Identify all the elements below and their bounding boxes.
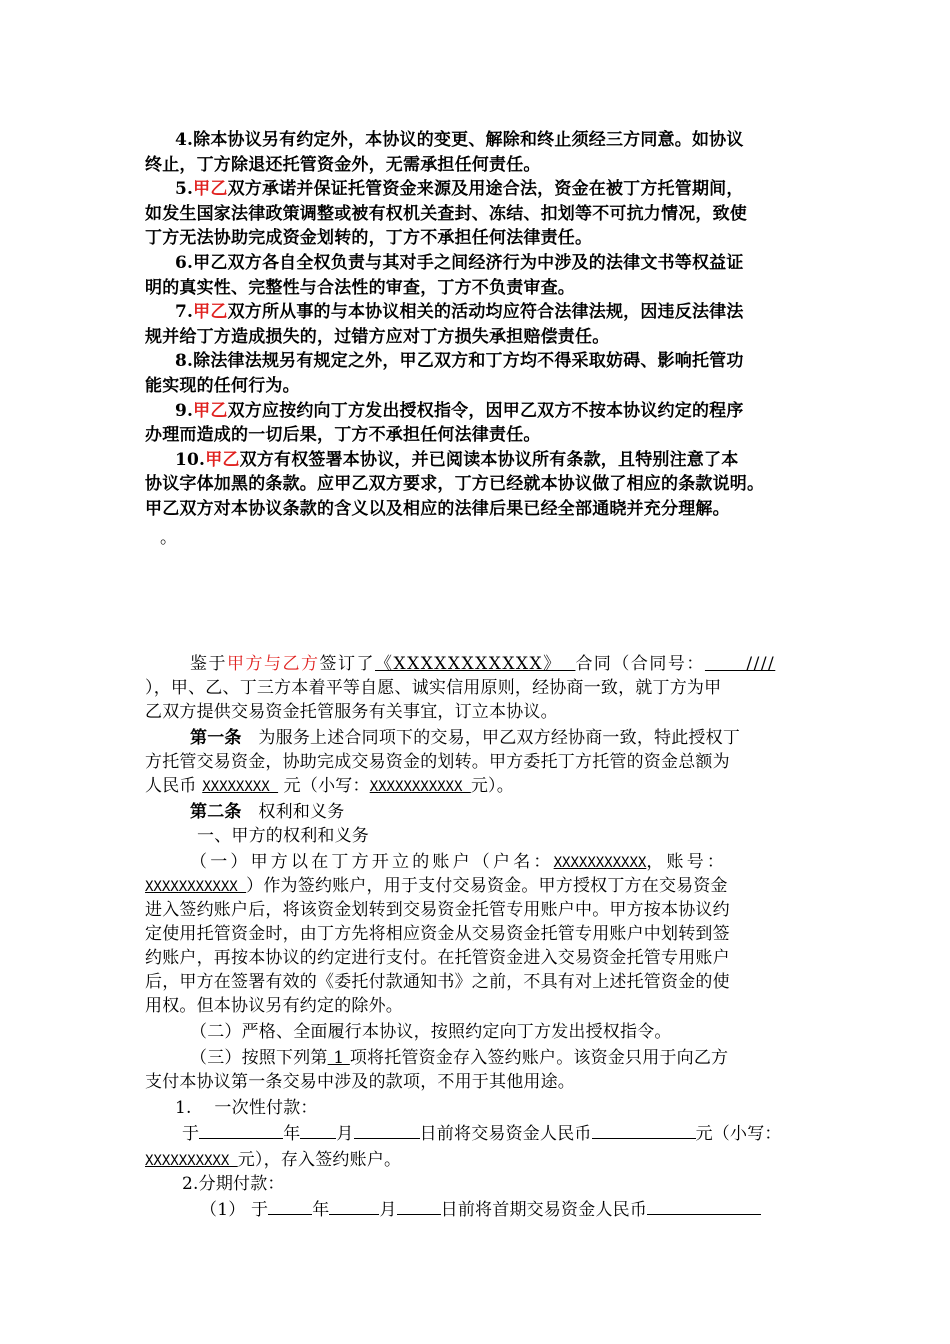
section-1-heading: 一、甲方的权利和义务 xyxy=(197,826,369,846)
clause-7-line-1 xyxy=(175,300,744,324)
clause-text: 4.除本协议另有约定外，本协议的变更、解除和终止须经三方同意。如协议 xyxy=(175,130,744,150)
clause-text: 7. xyxy=(175,302,194,323)
amount-field: XXXXXXXX xyxy=(202,779,279,795)
clause-text: 双方所从事的与本协议相关的活动均应符合法律法规，因违反法律法 xyxy=(227,302,744,323)
article2-subtitle: 权利和义务 xyxy=(258,802,345,822)
month-blank xyxy=(329,1198,379,1215)
clause-9-line-2 xyxy=(145,423,541,447)
contract-number-field: //// xyxy=(704,654,776,674)
parties-red-text: 甲乙 xyxy=(193,302,228,323)
amount-blank xyxy=(592,1122,696,1139)
preamble-text: 合同（合同号： xyxy=(575,654,705,674)
clause-5-line-3 xyxy=(145,226,592,250)
pay1-text: 元），存入签约账户。 xyxy=(237,1150,402,1170)
preamble-line-3: 乙双方提供交易资金托管服务有关事宜，订立本协议。 xyxy=(145,702,558,722)
article1-text: 元）。 xyxy=(470,776,514,796)
item1-text: ）作为签约账户，用于支付交易资金。甲方授权丁方在交易资金 xyxy=(246,876,728,896)
item3-line-1 xyxy=(190,1046,728,1070)
pay1-line-2 xyxy=(145,1148,401,1173)
pay2-line-1 xyxy=(200,1198,761,1222)
preamble-line-1 xyxy=(190,652,775,676)
pay1-text: 月 xyxy=(336,1124,354,1144)
pay2-text: 日前将首期交易资金人民币 xyxy=(440,1200,648,1220)
clause-text: 办理而造成的一切后果，丁方不承担任何法律责任。 xyxy=(145,425,541,446)
account-number-field: XXXXXXXXXXX xyxy=(145,879,247,895)
item1-line-7: 用权。但本协议另有约定的除外。 xyxy=(145,996,403,1016)
preamble-text: 签订了 xyxy=(319,654,375,674)
preamble-text: 鉴于 xyxy=(190,654,227,674)
parties-red-text: 甲乙 xyxy=(193,179,228,200)
clause-5-line-2 xyxy=(145,202,747,226)
article1-text: 人民币 xyxy=(145,776,203,796)
clause-text: 终止，丁方除退还托管资金外，无需承担任何责任。 xyxy=(145,154,541,175)
clause-text: 规并给丁方造成损失的，过错方应对丁方损失承担赔偿责任。 xyxy=(145,326,610,347)
amount-small-field: XXXXXXXXXXX xyxy=(369,779,471,795)
month-blank xyxy=(300,1122,336,1139)
clause-7-line-2 xyxy=(145,325,609,349)
item1-line-4: 定使用托管资金时，由丁方先将相应资金从交易资金托管专用账户中划转到签 xyxy=(145,924,730,944)
pay1-small-amount-field: XXXXXXXXXX xyxy=(145,1153,238,1169)
year-blank xyxy=(199,1122,283,1139)
day-blank xyxy=(354,1122,420,1139)
article1-title: 第一条 xyxy=(190,728,242,748)
clause-6-line-2 xyxy=(145,276,575,300)
pay1-line-1 xyxy=(182,1122,782,1146)
clause-9-line-1 xyxy=(175,399,744,423)
clause-text: 9. xyxy=(175,400,194,421)
clause-10-line-1 xyxy=(175,448,738,472)
pay1-text: 日前将交易资金人民币 xyxy=(419,1124,592,1144)
parties-red-text: 甲乙 xyxy=(193,400,228,421)
item1-line-1 xyxy=(190,850,727,875)
clause-5-line-1 xyxy=(175,177,744,201)
amount-blank xyxy=(647,1198,761,1215)
clause-6-line-1 xyxy=(175,251,744,275)
pay1-text: 于 xyxy=(182,1124,200,1144)
clause-text: 丁方无法协助完成资金划转的，丁方不承担任何法律责任。 xyxy=(145,228,593,249)
item1-line-6: 后，甲方在签署有效的《委托付款通知书》之前，不具有对上述托管资金的使 xyxy=(145,972,730,992)
clause-text: 5. xyxy=(175,179,194,200)
parties-red-text: 甲方与乙方 xyxy=(227,654,320,674)
clause-4-line-1 xyxy=(175,128,744,152)
clause-text: 如发生国家法律政策调整或被有权机关查封、冻结、扣划等不可抗力情况，致使 xyxy=(145,203,747,224)
pay2-text: 年 xyxy=(312,1200,330,1220)
item3-line-2: 支付本协议第一条交易中涉及的款项，不用于其他用途。 xyxy=(145,1072,575,1092)
item1-text: ，账号： xyxy=(646,852,728,872)
clause-10-line-2 xyxy=(145,472,764,496)
item3-text: 项将托管资金存入签约账户。该资金只用于向乙方 xyxy=(349,1048,729,1068)
clause-8-line-2 xyxy=(145,374,300,398)
article1-text: 元（小写： xyxy=(278,776,370,796)
item2-line: （二）严格、全面履行本协议，按照约定向丁方发出授权指令。 xyxy=(190,1022,672,1042)
clause-10-line-3 xyxy=(145,497,730,521)
item1-line-2 xyxy=(145,874,728,899)
clause-text: 协议字体加黑的条款。应甲乙双方要求，丁方已经就本协议做了相应的条款说明。 xyxy=(145,474,765,495)
article2-heading xyxy=(190,800,344,824)
clause-text: 能实现的任何行为。 xyxy=(145,376,300,396)
account-name-field: XXXXXXXXXXX xyxy=(553,855,647,871)
pay2-text: 月 xyxy=(379,1200,397,1220)
year-blank xyxy=(268,1198,312,1215)
clause-text: 双方承诺并保证托管资金来源及用途合法，资金在被丁方托管期间， xyxy=(227,179,744,200)
clause-text: 6.甲乙双方各自全权负责与其对手之间经济行为中涉及的法律文书等权益证 xyxy=(175,253,744,273)
article1-text: 为服务上述合同项下的交易，甲乙双方经协商一致，特此授权丁 xyxy=(258,728,741,748)
clause-text: 8.除法律法规另有规定之外，甲乙双方和丁方均不得采取妨碍、影响托管功 xyxy=(175,351,744,372)
clause-text: 双方应按约向丁方发出授权指令，因甲乙双方不按本协议约定的程序 xyxy=(227,400,744,421)
article2-title: 第二条 xyxy=(190,802,242,822)
clause-text: 明的真实性、完整性与合法性的审查，丁方不负责审查。 xyxy=(145,277,575,298)
clause-4-line-2 xyxy=(145,153,541,177)
day-blank xyxy=(397,1198,441,1215)
item1-text: （一）甲方以在丁方开立的账户（户名： xyxy=(190,852,554,872)
item1-line-5: 约账户，再按本协议的约定进行支付。在托管资金进入交易资金托管专用账户 xyxy=(145,948,730,968)
pay1-text: 年 xyxy=(283,1124,301,1144)
clause-8-line-1 xyxy=(175,349,744,373)
contract-name-field: 《XXXXXXXXXXX》 xyxy=(375,654,576,674)
item1-line-3: 进入签约账户后，将该资金划转到交易资金托管专用账户中。甲方按本协议约 xyxy=(145,900,730,920)
clause-text: 10. xyxy=(175,449,206,470)
clause-text: 甲乙双方对本协议条款的含义以及相应的法律后果已经全部通晓并充分理解。 xyxy=(145,499,730,519)
option-number-field: 1 xyxy=(327,1048,350,1068)
clause-text: 双方有权签署本协议，并已阅读本协议所有条款，且特别注意了本 xyxy=(239,449,739,470)
article1-line-1 xyxy=(190,726,740,750)
article1-line-3 xyxy=(145,774,514,799)
preamble-line-2: ），甲、乙、丁三方本着平等自愿、诚实信用原则，经协商一致，就丁方为甲 xyxy=(145,678,722,698)
stray-mark: 。 xyxy=(160,528,178,548)
parties-red-text: 甲乙 xyxy=(205,449,240,470)
item3-text: （三）按照下列第 xyxy=(190,1048,328,1068)
pay1-text: 元（小写： xyxy=(695,1124,782,1144)
article1-line-2: 方托管交易资金，协助完成交易资金的划转。甲方委托丁方托管的资金总额为 xyxy=(145,752,730,772)
pay2-title: 2.分期付款： xyxy=(182,1174,285,1194)
pay1-title: 1. 一次性付款： xyxy=(175,1098,318,1118)
pay2-text: （1） 于 xyxy=(200,1200,269,1220)
